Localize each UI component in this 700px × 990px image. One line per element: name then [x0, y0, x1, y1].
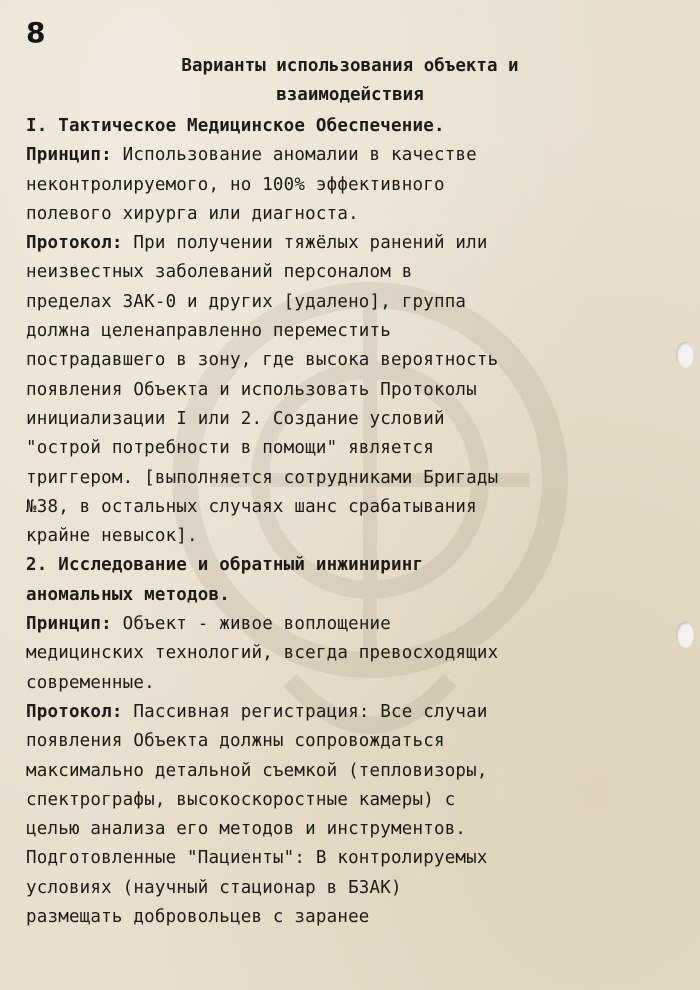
text-line: "острой потребности в помощи" является — [26, 438, 434, 459]
text-line: максимально детальной съемкой (тепловизоры, — [26, 760, 488, 781]
text-line: неизвестных заболеваний персоналом в — [26, 262, 413, 283]
text-line: Протокол: Пассивная регистрация: Все случаи — [26, 701, 488, 722]
title-line: Варианты использования объекта и — [181, 56, 519, 76]
document-body — [26, 112, 694, 932]
section-heading: 2. Исследование и обратный инжиниринг — [26, 555, 424, 576]
text-line: Принцип: Объект - живое воплощение — [26, 614, 392, 635]
section-heading: I. Тактическое Медицинское Обеспечение. — [26, 116, 445, 136]
text-line: №38, в остальных случаях шанс срабатывания — [26, 496, 477, 517]
text-line: пострадавшего в зону, где высока вероятность — [26, 350, 499, 371]
text-line: появления Объекта должны сопровождаться — [26, 731, 445, 752]
text-line: должна целенаправленно переместить — [26, 321, 392, 342]
text-line: триггером. [выполняется сотрудниками Бригады — [26, 467, 499, 488]
page-number: 8 — [26, 16, 46, 49]
text-line: условиях (научный стационар в БЗАК) — [26, 877, 402, 898]
title-line: взаимодействия — [276, 85, 424, 105]
text-line: Протокол: При получении тяжёлых ранений или — [26, 233, 488, 254]
text-line: неконтролируемого, но 100% эффективного — [26, 174, 445, 195]
text-line: крайне невысок]. — [26, 526, 198, 547]
text-line: современные. — [26, 672, 155, 693]
text-line: пределах ЗАК-0 и других [удалено], группа — [26, 291, 467, 312]
document-title — [0, 52, 700, 110]
text-line: целью анализа его методов и инструментов. — [26, 819, 467, 840]
text-line: инициализации I или 2. Создание условий — [26, 408, 445, 429]
text-line: появления Объекта и использовать Протоколы — [26, 379, 477, 400]
section-heading: аномальных методов. — [26, 584, 230, 605]
text-line: Принцип: Использование аномалии в качестве — [26, 145, 477, 166]
text-line: размещать добровольцев с заранее — [26, 907, 370, 928]
text-line: медицинских технологий, всегда превосходящих — [26, 643, 499, 664]
text-line: полевого хирурга или диагноста. — [26, 203, 359, 224]
text-line: спектрографы, высокоскоростные камеры) с — [26, 789, 456, 810]
text-line: Подготовленные "Пациенты": В контролируемых — [26, 848, 488, 869]
